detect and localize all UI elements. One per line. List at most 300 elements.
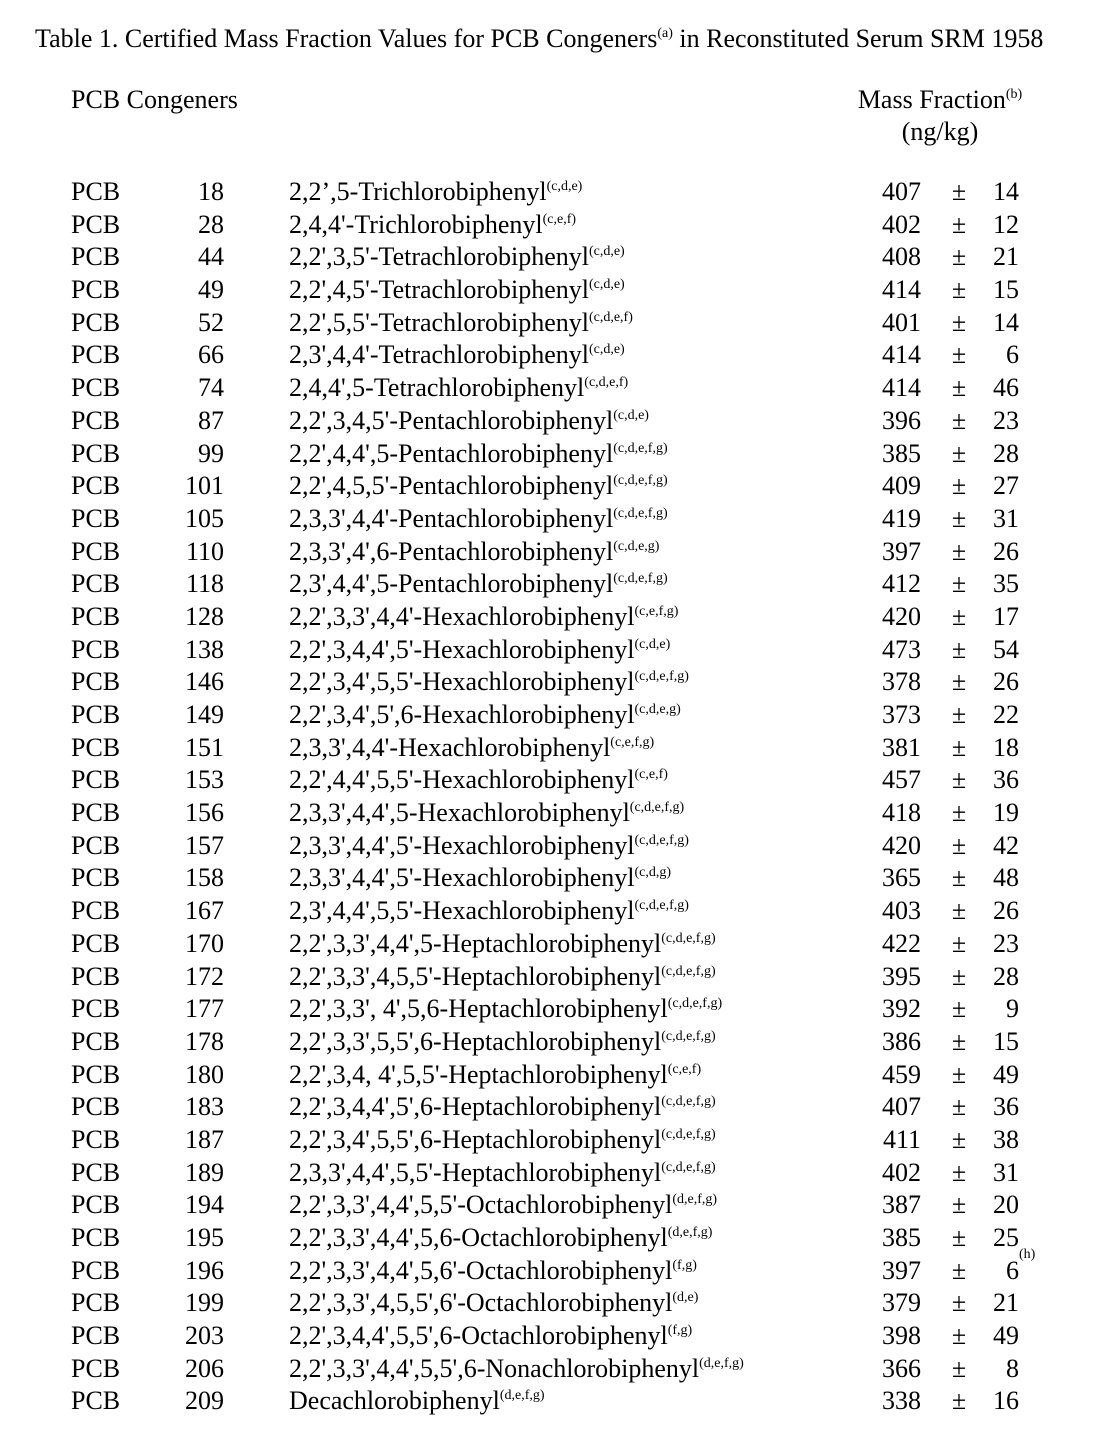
uncertainty-value: 6 [1006, 340, 1019, 370]
congener-number: 128 [185, 601, 224, 631]
table-row [0, 666, 1106, 699]
congener-prefix: PCB [71, 1255, 121, 1285]
plus-minus-symbol: ± [951, 1255, 967, 1285]
congener-footnote-marker: (f,g) [667, 1323, 693, 1339]
mass-fraction-value: 409 [882, 471, 921, 501]
congener-number: 151 [185, 732, 224, 762]
congener-footnote-marker: (c,d,e) [613, 407, 649, 423]
table-row [0, 764, 1106, 797]
congener-number: 52 [198, 307, 224, 337]
plus-minus-symbol: ± [951, 1190, 967, 1220]
congener-name [289, 241, 625, 274]
table-title-tail: in Reconstituted Serum SRM 1958 [672, 24, 1044, 53]
congener-number: 156 [185, 798, 224, 828]
plus-minus-symbol: ± [951, 1321, 967, 1351]
congener-name-text: 2,2',3,3',4,5,5'-Heptachlorobiphenyl [289, 961, 662, 991]
mass-fraction-value: 402 [882, 1157, 921, 1187]
congener-footnote-marker: (c,d,e,f,g) [613, 571, 668, 587]
uncertainty-value: 28 [993, 961, 1019, 991]
congener-number: 170 [185, 928, 224, 958]
plus-minus-symbol: ± [951, 1124, 967, 1154]
congener-number: 178 [185, 1026, 224, 1056]
mass-fraction-value: 379 [882, 1288, 921, 1318]
congener-name-text: 2,3,3',4,4'-Hexachlorobiphenyl [289, 732, 611, 762]
uncertainty-value: 36 [993, 765, 1019, 795]
congener-name-text: 2,2',3,3',4,4',5,5'-Octachlorobiphenyl [289, 1190, 673, 1220]
table-row [0, 961, 1106, 994]
congener-name-text: 2,3,3',4,4',5,5'-Heptachlorobiphenyl [289, 1157, 662, 1187]
congener-name-text: 2,2',3,3',4,4'-Hexachlorobiphenyl [289, 601, 635, 631]
congener-prefix: PCB [71, 1059, 121, 1089]
congener-name [289, 830, 689, 863]
congener-footnote-marker: (c,d,e,f,g) [613, 440, 668, 456]
congener-number: 187 [185, 1124, 224, 1154]
congener-number: 87 [198, 405, 224, 435]
uncertainty-value: 35 [993, 569, 1019, 599]
congener-name-text: 2,2',3,3',4,5,5',6'-Octachlorobiphenyl [289, 1288, 673, 1318]
mass-fraction-value: 365 [882, 863, 921, 893]
congener-name [289, 928, 716, 961]
congener-prefix: PCB [71, 667, 121, 697]
congener-name-text: 2,2',3,4,4',5,5',6-Octachlorobiphenyl [289, 1321, 668, 1351]
congener-number: 138 [185, 634, 224, 664]
congener-name [289, 764, 668, 797]
congener-name-text: 2,2',3,4',5,5'-Hexachlorobiphenyl [289, 667, 635, 697]
table-row [0, 372, 1106, 405]
congener-number: 196 [185, 1255, 224, 1285]
congener-name [289, 568, 668, 601]
congener-name [289, 176, 582, 209]
mass-fraction-value: 402 [882, 209, 921, 239]
congener-prefix: PCB [71, 1223, 121, 1252]
congener-name-text: 2,3',4,4'-Tetrachlorobiphenyl [289, 340, 589, 370]
congener-footnote-marker: (c,d,e,f,g) [661, 963, 716, 979]
congener-footnote-marker: (c,e,f,g) [634, 603, 679, 619]
mass-fraction-value: 385 [882, 438, 921, 468]
congener-footnote-marker: (c,d,e,f,g) [634, 898, 689, 914]
uncertainty-value: 20 [993, 1190, 1019, 1220]
congener-footnote-marker: (c,e,f) [634, 767, 668, 783]
congener-name-text: 2,2',3,3',4,4',5,6'-Octachlorobiphenyl [289, 1255, 673, 1285]
mass-fraction-value: 407 [882, 177, 921, 206]
congener-footnote-marker: (c,d,e,f,g) [661, 1028, 716, 1044]
congener-name [289, 601, 678, 634]
congener-name [289, 1287, 698, 1320]
congener-prefix: PCB [71, 830, 121, 860]
table-row [0, 1353, 1106, 1386]
congener-name [289, 699, 681, 732]
congener-prefix: PCB [71, 1092, 121, 1122]
mass-fraction-value: 397 [882, 1255, 921, 1285]
uncertainty-value: 14 [993, 177, 1019, 206]
congener-name-text: 2,2',3,4',5,5',6-Heptachlorobiphenyl [289, 1124, 662, 1154]
plus-minus-symbol: ± [951, 1026, 967, 1056]
mass-fraction-value: 419 [882, 503, 921, 533]
uncertainty-value: 12 [993, 209, 1019, 239]
mass-fraction-value: 381 [882, 732, 921, 762]
congener-name-text: 2,4,4'-Trichlorobiphenyl [289, 209, 543, 239]
table-row [0, 993, 1106, 1026]
congener-footnote-marker: (c,e,f) [542, 211, 577, 227]
congener-name-text: 2,2',3,4,4',5'-Hexachlorobiphenyl [289, 634, 635, 664]
plus-minus-symbol: ± [951, 569, 967, 599]
congener-footnote-marker: (f,g) [672, 1257, 697, 1273]
uncertainty-value: 25 [993, 1223, 1019, 1252]
congener-footnote-marker: (c,d,e,f) [588, 309, 633, 325]
uncertainty-value: 42 [993, 830, 1019, 860]
congener-name [289, 862, 671, 895]
uncertainty-value: 17 [993, 601, 1019, 631]
mass-fraction-value: 396 [882, 405, 921, 435]
mass-fraction-value: 401 [882, 307, 921, 337]
congener-name-text: Decachlorobiphenyl [289, 1386, 500, 1416]
table-row [0, 209, 1106, 242]
congener-name [289, 895, 689, 928]
plus-minus-symbol: ± [951, 634, 967, 664]
congener-number: 146 [185, 667, 224, 697]
mass-fraction-value: 387 [882, 1190, 921, 1220]
congener-prefix: PCB [71, 471, 121, 501]
uncertainty-value: 15 [993, 275, 1019, 305]
congener-name [289, 274, 625, 307]
congener-name [289, 536, 659, 569]
congener-name-text: 2,2',3,5'-Tetrachlorobiphenyl [289, 242, 589, 272]
congener-name [289, 1353, 744, 1386]
congener-name [289, 634, 670, 667]
congener-prefix: PCB [71, 928, 121, 958]
congener-number: 177 [185, 994, 224, 1024]
plus-minus-symbol: ± [951, 1386, 967, 1416]
congener-prefix: PCB [71, 765, 121, 795]
congener-number: 183 [185, 1092, 224, 1122]
congener-number: 110 [185, 536, 224, 566]
congener-footnote-marker: (d,e,f,g) [699, 1355, 744, 1371]
congener-name [289, 1124, 716, 1157]
congener-prefix: PCB [71, 634, 121, 664]
table-row [0, 568, 1106, 601]
congener-prefix: PCB [71, 1321, 121, 1351]
mass-fraction-value: 420 [882, 601, 921, 631]
uncertainty-value: 23 [993, 405, 1019, 435]
congener-name [289, 1385, 545, 1418]
table-row [0, 1222, 1106, 1255]
congener-name [289, 339, 625, 372]
table-row [0, 405, 1106, 438]
table-row [0, 241, 1106, 274]
congener-name [289, 503, 668, 536]
plus-minus-symbol: ± [951, 209, 967, 239]
congener-name-text: 2,3,3',4,4',5'-Hexachlorobiphenyl [289, 863, 635, 893]
uncertainty-value: 26 [993, 667, 1019, 697]
uncertainty-value: 26 [993, 896, 1019, 926]
congener-prefix: PCB [71, 863, 121, 893]
congener-number: 209 [185, 1386, 224, 1416]
congener-name [289, 797, 684, 830]
congener-name-text: 2,2',4,5'-Tetrachlorobiphenyl [289, 275, 589, 305]
table-row [0, 862, 1106, 895]
congener-name [289, 1255, 697, 1288]
congener-prefix: PCB [71, 1353, 121, 1383]
mass-fraction-value: 473 [882, 634, 921, 664]
uncertainty-value: 21 [993, 242, 1019, 272]
table-row [0, 1320, 1106, 1353]
uncertainty-value: 31 [993, 503, 1019, 533]
congener-name [289, 1189, 717, 1222]
plus-minus-symbol: ± [951, 667, 967, 697]
congener-footnote-marker: (c,d,e,f,g) [667, 996, 723, 1012]
mass-fraction-value: 414 [882, 275, 921, 305]
congener-number: 105 [185, 503, 224, 533]
congener-number: 66 [198, 340, 224, 370]
table-row [0, 830, 1106, 863]
mass-fraction-value: 408 [882, 242, 921, 272]
congener-footnote-marker: (d,e) [672, 1290, 699, 1306]
table-row [0, 176, 1106, 209]
congener-number: 189 [185, 1157, 224, 1187]
table-row [0, 1059, 1106, 1092]
congener-name [289, 1222, 712, 1255]
plus-minus-symbol: ± [951, 536, 967, 566]
mass-fraction-value: 411 [882, 1124, 921, 1154]
congener-name-text: 2,3,3',4,4',5-Hexachlorobiphenyl [289, 798, 630, 828]
table-row [0, 797, 1106, 830]
plus-minus-symbol: ± [951, 503, 967, 533]
table-body [0, 176, 1106, 1418]
congener-number: 203 [185, 1321, 224, 1351]
congener-name-text: 2,2',3,4, 4',5,5'-Heptachlorobiphenyl [289, 1059, 668, 1089]
congener-prefix: PCB [71, 601, 121, 631]
congener-name-text: 2,2',4,4',5,5'-Hexachlorobiphenyl [289, 765, 635, 795]
congener-number: 172 [185, 961, 224, 991]
mass-fraction-value: 403 [882, 896, 921, 926]
plus-minus-symbol: ± [951, 1092, 967, 1122]
congener-footnote-marker: (c,d,e,f,g) [629, 800, 685, 816]
table-row [0, 895, 1106, 928]
table-row [0, 1189, 1106, 1222]
plus-minus-symbol: ± [951, 340, 967, 370]
congener-prefix: PCB [71, 798, 121, 828]
plus-minus-symbol: ± [951, 1059, 967, 1089]
congener-footnote-marker: (d,e,f,g) [672, 1192, 718, 1208]
congener-footnote-marker: (c,d,e,f,g) [634, 832, 689, 848]
title-footnote-marker: (a) [657, 26, 673, 41]
table-row [0, 1091, 1106, 1124]
congener-prefix: PCB [71, 275, 121, 305]
congener-footnote-marker: (c,d,e,f,g) [613, 473, 668, 489]
congener-prefix: PCB [71, 242, 121, 272]
mass-fraction-value: 418 [882, 798, 921, 828]
congener-footnote-marker: (c,e,f,g) [610, 734, 655, 750]
congener-footnote-marker: (c,d,e,f,g) [613, 505, 668, 521]
congener-number: 195 [185, 1223, 224, 1252]
mass-fraction-value: 420 [882, 830, 921, 860]
table-row [0, 1026, 1106, 1059]
congener-number: 18 [198, 177, 224, 206]
plus-minus-symbol: ± [951, 307, 967, 337]
congener-footnote-marker: (c,d,e,f,g) [661, 930, 716, 946]
uncertainty-value: 23 [993, 928, 1019, 958]
uncertainty-value: 54 [993, 634, 1019, 664]
congener-number: 206 [185, 1353, 224, 1383]
plus-minus-symbol: ± [951, 275, 967, 305]
congener-prefix: PCB [71, 307, 121, 337]
plus-minus-symbol: ± [951, 830, 967, 860]
uncertainty-value: 26 [993, 536, 1019, 566]
plus-minus-symbol: ± [951, 471, 967, 501]
plus-minus-symbol: ± [951, 438, 967, 468]
congener-footnote-marker: (c,d,e,f,g) [634, 669, 689, 685]
congener-name [289, 1091, 716, 1124]
congener-number: 49 [198, 275, 224, 305]
congener-name [289, 209, 576, 242]
mass-fraction-value: 386 [882, 1026, 921, 1056]
mass-fraction-value: 457 [882, 765, 921, 795]
congener-name-text: 2,2',3,4,4',5',6-Heptachlorobiphenyl [289, 1092, 662, 1122]
congener-name [289, 1157, 716, 1190]
congener-footnote-marker: (d,e,f,g) [667, 1225, 713, 1240]
congener-name [289, 438, 668, 471]
plus-minus-symbol: ± [951, 732, 967, 762]
congener-number: 158 [185, 863, 224, 893]
mass-fraction-value: 366 [882, 1353, 921, 1383]
uncertainty-value: 14 [993, 307, 1019, 337]
congener-footnote-marker: (c,d,e) [588, 342, 625, 358]
mass-fraction-value: 414 [882, 373, 921, 403]
congener-name-text: 2,2',3,3', 4',5,6-Heptachlorobiphenyl [289, 994, 668, 1024]
congener-footnote-marker: (c,d,e,f) [584, 375, 629, 391]
plus-minus-symbol: ± [951, 601, 967, 631]
congener-name-text: 2,2',4,4',5-Pentachlorobiphenyl [289, 438, 614, 468]
congener-name [289, 1320, 692, 1353]
congener-prefix: PCB [71, 405, 121, 435]
congener-footnote-marker: (c,d,e,f,g) [661, 1126, 716, 1142]
table-row [0, 1124, 1106, 1157]
uncertainty-value: 48 [993, 863, 1019, 893]
plus-minus-symbol: ± [951, 242, 967, 272]
table-row [0, 503, 1106, 536]
congener-number: 44 [198, 242, 224, 272]
plus-minus-symbol: ± [951, 1288, 967, 1318]
congener-footnote-marker: (c,d,e,g) [634, 702, 681, 717]
congener-number: 167 [185, 896, 224, 926]
plus-minus-symbol: ± [951, 928, 967, 958]
plus-minus-symbol: ± [951, 863, 967, 893]
mass-fraction-value: 414 [882, 340, 921, 370]
table-title-text: Table 1. Certified Mass Fraction Values for PCB Congeners [35, 24, 658, 53]
uncertainty-value: 46 [993, 373, 1019, 403]
uncertainty-value: 16 [993, 1386, 1019, 1416]
table-row [0, 307, 1106, 340]
table-row [0, 928, 1106, 961]
mass-fraction-value: 397 [882, 536, 921, 566]
congener-prefix: PCB [71, 896, 121, 926]
uncertainty-value: 18 [993, 732, 1019, 762]
congener-number: 180 [185, 1059, 224, 1089]
congener-name-text: 2,2',3,3',4,4',5-Heptachlorobiphenyl [289, 928, 662, 958]
congener-name-text: 2,2',5,5'-Tetrachlorobiphenyl [289, 307, 589, 337]
uncertainty-value: 38 [993, 1124, 1019, 1154]
uncertainty-value: 49 [993, 1059, 1019, 1089]
congener-number: 157 [185, 830, 224, 860]
congener-name [289, 961, 716, 994]
uncertainty-value: 22 [993, 700, 1019, 729]
congener-footnote-marker: (c,d,e) [588, 244, 625, 260]
congener-footnote-marker: (c,d,e,f,g) [661, 1094, 716, 1110]
congener-number: 99 [198, 438, 224, 468]
congener-name [289, 307, 633, 340]
plus-minus-symbol: ± [951, 1157, 967, 1187]
congener-name [289, 1026, 716, 1059]
congener-footnote-marker: (d,e,f,g) [499, 1388, 545, 1404]
congener-number: 101 [185, 471, 224, 501]
congener-name-text: 2,2',3,3',4,4',5,5',6-Nonachlorobiphenyl [289, 1353, 700, 1383]
congener-name-text: 2,2',3,4',5',6-Hexachlorobiphenyl [289, 700, 635, 729]
congener-name-text: 2,3,3',4,4',5'-Hexachlorobiphenyl [289, 830, 635, 860]
plus-minus-symbol: ± [951, 994, 967, 1024]
plus-minus-symbol: ± [951, 1353, 967, 1383]
mass-fraction-value: 392 [882, 994, 921, 1024]
congener-name-text: 2,2’,5-Trichlorobiphenyl [289, 177, 547, 206]
mass-fraction-value: 378 [882, 667, 921, 697]
uncertainty-value: 9 [1006, 994, 1019, 1024]
plus-minus-symbol: ± [951, 1223, 967, 1252]
congener-name-text: 2,2',3,3',5,5',6-Heptachlorobiphenyl [289, 1026, 662, 1056]
congener-number: 118 [185, 569, 224, 599]
plus-minus-symbol: ± [951, 700, 967, 729]
uncertainty-value: 6 [1006, 1255, 1019, 1285]
plus-minus-symbol: ± [951, 896, 967, 926]
congener-prefix: PCB [71, 503, 121, 533]
congener-name [289, 470, 668, 503]
congener-footnote-marker: (c,d,e) [634, 636, 671, 652]
congener-prefix: PCB [71, 209, 121, 239]
mass-fraction-value: 373 [882, 700, 921, 729]
congener-number: 149 [185, 700, 224, 729]
congener-name-text: 2,2',3,3',4,4',5,6-Octachlorobiphenyl [289, 1223, 668, 1252]
plus-minus-symbol: ± [951, 373, 967, 403]
congener-footnote-marker: (c,d,e) [546, 179, 583, 194]
congener-name [289, 666, 689, 699]
congener-number: 194 [185, 1190, 224, 1220]
mass-fraction-value: 398 [882, 1321, 921, 1351]
congener-name [289, 993, 722, 1026]
congener-number: 74 [198, 373, 224, 403]
uncertainty-value: 15 [993, 1026, 1019, 1056]
congener-name [289, 1059, 701, 1092]
mass-fraction-value: 459 [882, 1059, 921, 1089]
congener-name-text: 2,3',4,4',5,5'-Hexachlorobiphenyl [289, 896, 635, 926]
uncertainty-value: 27 [993, 471, 1019, 501]
plus-minus-symbol: ± [951, 961, 967, 991]
congener-prefix: PCB [71, 569, 121, 599]
congener-number: 153 [185, 765, 224, 795]
plus-minus-symbol: ± [951, 765, 967, 795]
table-row [0, 438, 1106, 471]
mass-fraction-value: 412 [882, 569, 921, 599]
congener-prefix: PCB [71, 340, 121, 370]
congener-name [289, 372, 628, 405]
table-row [0, 274, 1106, 307]
congener-number: 28 [198, 209, 224, 239]
congener-name-text: 2,3',4,4',5-Pentachlorobiphenyl [289, 569, 614, 599]
table-title [35, 22, 1095, 56]
plus-minus-symbol: ± [951, 405, 967, 435]
congener-prefix: PCB [71, 700, 121, 729]
table-row [0, 699, 1106, 732]
uncertainty-value: 8 [1006, 1353, 1019, 1383]
uncertainty-value: 21 [993, 1288, 1019, 1318]
congener-prefix: PCB [71, 1124, 121, 1154]
